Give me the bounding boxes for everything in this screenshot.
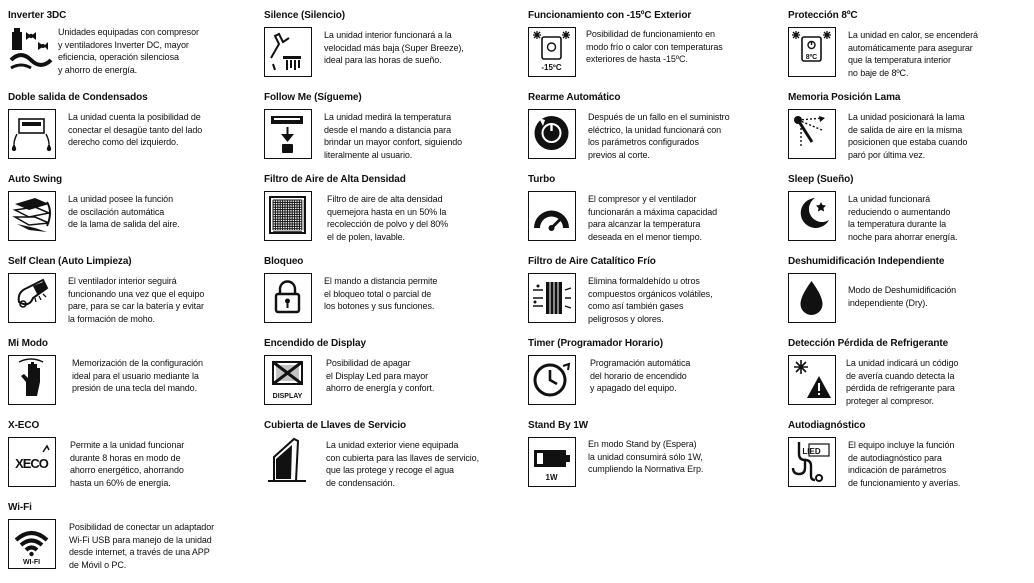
feature-title: Timer (Programador Horario) [528, 338, 663, 349]
icon-label: -15ºC [541, 63, 562, 72]
feature-title: Detección Pérdida de Refrigerante [788, 338, 949, 349]
feature-title: Wi-Fi [8, 502, 32, 513]
feature-title: Turbo [528, 174, 556, 185]
feature-description: La unidad funcionará reduciendo o aumentando la temperatura durante la noche para ahorrar energía. [848, 194, 958, 242]
high-density-filter-icon [264, 191, 312, 241]
auto-restart-icon [528, 109, 576, 159]
feature-title: Self Clean (Auto Limpieza) [8, 256, 132, 267]
display-off-icon [264, 355, 312, 405]
feature-description: El ventilador interior seguirá funcionando una vez que el equipo pare, para se car la batería y evitar la formación de moho. [68, 276, 205, 324]
wifi-icon [8, 519, 56, 569]
feature-description: La unidad cuenta la posibilidad de conectar el desagüe tanto del lado derecho como del izquierdo. [68, 112, 203, 147]
feature-description: Modo de Deshumidificación independiente (Dry). [848, 285, 957, 308]
double-drain-icon [8, 109, 56, 159]
feature-description: En modo Stand by (Espera) la unidad consumirá sólo 1W, cumpliendo la Normativa Erp. [588, 439, 704, 474]
feature-title: Rearme Automático [528, 92, 621, 103]
feature-description: Elimina formaldehído u otros compuestos orgánicos volátiles, como así también gases peligrosos y olores. [588, 276, 713, 324]
icon-label: 8ºC [805, 54, 818, 61]
feature-title: Memoria Posición Lama [788, 92, 901, 103]
feature-title: Filtro de Aire de Alta Densidad [264, 174, 406, 185]
feature-description: Programación automática del horario de encendido y apagado del equipo. [590, 358, 691, 393]
feature-description: Posibilidad de conectar un adaptador Wi-Fi USB para manejo de la unidad desde internet, a través de una APP de Móvil o PC. [69, 522, 215, 570]
feature-title: Bloqueo [264, 256, 304, 267]
feature-description: La unidad posee la función de oscilación automática de la lama de salida del aire. [68, 194, 180, 229]
feature-description: Después de un fallo en el suministro eléctrico, la unidad funcionará con los parámetros configurados previos al corte. [588, 112, 730, 160]
feature-title: Cubierta de Llaves de Servicio [264, 420, 407, 431]
lock-icon [264, 273, 312, 323]
feature-title: Funcionamiento con -15ºC Exterior [528, 10, 692, 21]
xeco-text: XECO [15, 456, 48, 471]
icon-label: 1W [545, 473, 558, 482]
icon-label: LIED [802, 447, 821, 456]
feature-title: Stand By 1W [528, 420, 589, 431]
feature-description: Unidades equipadas con compresor y ventiladores Inverter DC, mayor eficiencia, operación silenciosa y ahorro de energía. [58, 27, 199, 75]
feature-description: Posibilidad de funcionamiento en modo frío o calor con temperaturas exteriores de hasta -15ºC. [586, 29, 723, 64]
timer-clock-icon [528, 355, 576, 405]
feature-title: Encendido de Display [264, 338, 366, 349]
feature-title: Follow Me (Sígueme) [264, 92, 362, 103]
feature-title: Doble salida de Condensados [8, 92, 148, 103]
sleep-moon-icon [788, 191, 836, 241]
feature-description: La unidad indicará un código de avería cuando detecta la pérdida de refrigerante para proteger al compresor. [846, 358, 959, 406]
protection-8c-icon [788, 27, 836, 77]
cold-catalyst-filter-icon [528, 273, 576, 323]
feature-description: La unidad en calor, se encenderá automáticamente para asegurar que la temperatura interior no baje de 8ºC. [848, 30, 978, 78]
my-mode-hand-icon [8, 355, 56, 405]
feature-description: La unidad exterior viene equipada con cubierta para las llaves de servicio, que las protege y recoge el agua de condensación. [326, 440, 479, 488]
silence-icon [264, 27, 312, 77]
inverter-3dc-icon [8, 26, 56, 76]
feature-title: Autodiagnóstico [788, 420, 866, 431]
feature-title: Auto Swing [8, 174, 62, 185]
feature-title: Sleep (Sueño) [788, 174, 854, 185]
feature-description: Posibilidad de apagar el Display Led para mayor ahorro de energía y confort. [326, 358, 435, 393]
feature-title: Deshumidificación Independiente [788, 256, 945, 267]
feature-title: Protección 8ºC [788, 10, 858, 21]
feature-description: Memorización de la configuración ideal para el usuario mediante la presión de una tecla del mando. [72, 358, 203, 393]
feature-description: El equipo incluye la función de autodiagnóstico para indicación de parámetros de funcionamiento y averías. [848, 440, 961, 488]
feature-description: La unidad medirá la temperatura desde el mando a distancia para brindar un mayor confort, siguiendo literalmente al usuario. [324, 112, 463, 160]
feature-description: La unidad interior funcionará a la velocidad más baja (Super Breeze), ideal para las horas de sueño. [324, 30, 464, 65]
feature-description: El mando a distancia permite el bloqueo total o parcial de los botones y sus funciones. [324, 276, 438, 311]
self-diagnosis-icon [788, 437, 836, 487]
service-valve-cover-icon [264, 437, 312, 487]
refrigerant-leak-icon [788, 355, 836, 405]
feature-title: X-ECO [8, 420, 40, 431]
feature-description: Permite a la unidad funcionar durante 8 horas en modo de ahorro energético, ahorrando hasta un 60% de energía. [70, 440, 185, 488]
feature-title: Filtro de Aire Catalítico Frío [528, 256, 656, 267]
feature-title: Silence (Silencio) [264, 10, 346, 21]
feature-description: Filtro de aire de alta densidad quemejora hasta en un 50% la recolección de polvo y del 80% el de polen, lavable. [327, 194, 449, 242]
x-eco-icon [8, 437, 56, 487]
self-clean-icon [8, 273, 56, 323]
minus-15c-icon [528, 27, 576, 77]
auto-swing-icon [8, 191, 56, 241]
louver-memory-icon [788, 109, 836, 159]
icon-label: WI-FI [22, 559, 41, 566]
feature-title: Inverter 3DC [8, 10, 67, 21]
icon-label: DISPLAY [272, 393, 303, 400]
turbo-gauge-icon [528, 191, 576, 241]
feature-description: La unidad posicionará la lama de salida de aire en la misma posicionen que estaba cuando paró por última vez. [848, 112, 968, 160]
standby-battery-icon [528, 437, 576, 487]
feature-title: Mi Modo [8, 338, 48, 349]
feature-description: El compresor y el ventilador funcionarán a máxima capacidad para alcanzar la temperatura deseada en el menor tiempo. [588, 194, 718, 242]
follow-me-icon [264, 109, 312, 159]
dehumidify-drop-icon [788, 273, 836, 323]
